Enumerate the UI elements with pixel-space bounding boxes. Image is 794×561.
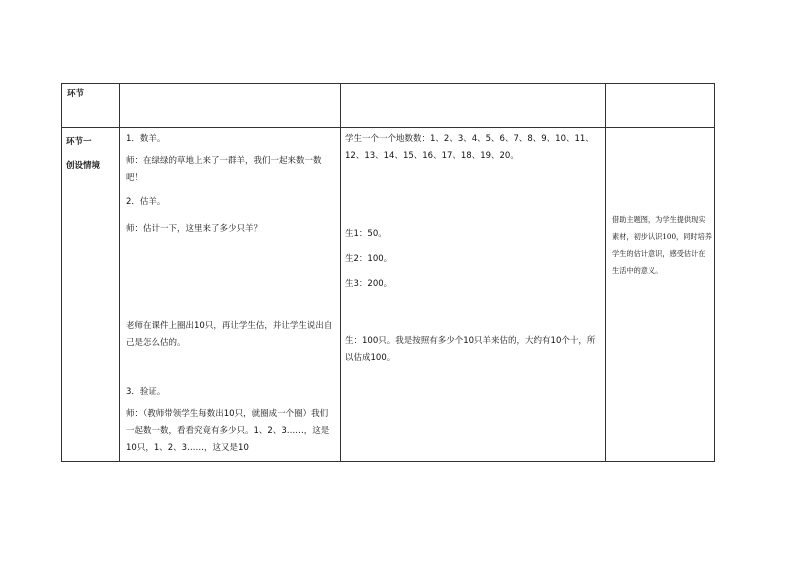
stage-cell: [62, 128, 120, 462]
teacher-step-2: 2．估羊。: [126, 197, 166, 207]
header-stage-label: 环节: [67, 89, 85, 99]
student-explanation: 生：100只。我是按照有多少个10只羊来估的，大约有10个十，所以估成100。: [345, 336, 596, 363]
teacher-step-2-text: 师：估计一下，这里来了多少只羊？: [126, 224, 263, 234]
lesson-plan-table: [61, 83, 715, 462]
header-cell-design: [606, 84, 715, 128]
student-activity-cell: [341, 128, 606, 462]
header-cell-stage: [62, 84, 120, 128]
student-count: 学生一个一个地数数：1、2、3、4、5、6、7、8、9、10、11、12、13、14、15、16、17、18、19、20。: [345, 134, 594, 161]
teacher-activity-cell: [120, 128, 341, 462]
teacher-step-1-text: 师：在绿绿的草地上来了一群羊，我们一起来数一数吧！: [126, 156, 322, 183]
stage-name: 环节一: [66, 137, 92, 147]
header-row: [62, 84, 715, 128]
teacher-step-3-text: 师：（教师带领学生每数出10只，就圈成一个圈）我们一起数一数，看看究竟有多少只。1、2、3……，这是10只，1、2、3……，这又是10: [126, 409, 330, 453]
student-answer-2: 生2：100。: [345, 254, 393, 264]
teacher-step-3: 3．验证。: [126, 387, 166, 397]
student-answer-3: 生3：200。: [345, 279, 393, 289]
stage-row: [62, 128, 715, 462]
design-intent-cell: [606, 128, 715, 462]
header-cell-teacher: [120, 84, 341, 128]
teacher-step-2-note: 老师在课件上圈出10只，再让学生估，并让学生说出自己是怎么估的。: [126, 321, 333, 348]
header-cell-student: [341, 84, 606, 128]
design-intent-text: 借助主题图，为学生提供现实素材，初步认识100，同时培养学生的估计意识，感受估计在生活中的意义。: [612, 215, 712, 275]
student-answer-1: 生1：50。: [345, 229, 387, 239]
stage-title: 创设情境: [66, 161, 101, 171]
teacher-step-1: 1．数羊。: [126, 134, 166, 144]
